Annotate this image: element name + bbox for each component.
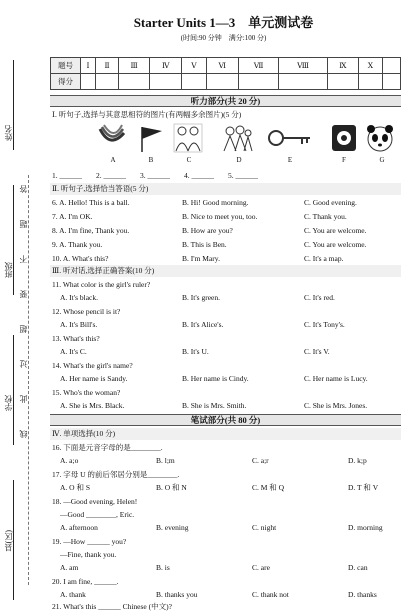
answer-blanks-row bbox=[52, 170, 401, 181]
option-a: A. afternoon bbox=[60, 523, 98, 532]
option-b: B. How are you? bbox=[182, 226, 233, 235]
option-a: 9. A. Thank you. bbox=[52, 240, 103, 249]
option-c: C. M 和 Q bbox=[252, 483, 285, 492]
option-c: C. It's V. bbox=[304, 347, 330, 356]
question-stem: 17. 字母 U 的前后邻居分别是________. bbox=[52, 470, 180, 479]
option-b: B. I'm Mary. bbox=[182, 254, 220, 263]
question-stem: 20. I am fine, ______. bbox=[52, 577, 119, 586]
option-c: C. thank not bbox=[252, 590, 289, 599]
answer-blank[interactable]: 4. ______ bbox=[184, 171, 214, 180]
col-header: Ⅰ bbox=[81, 58, 96, 74]
answer-blank[interactable]: 2. ______ bbox=[96, 171, 126, 180]
question-options bbox=[52, 319, 401, 330]
question-stem: 19. —How ______ you? bbox=[52, 537, 127, 546]
answer-blank[interactable]: 1. ______ bbox=[52, 171, 82, 180]
option-a: A. It's C. bbox=[60, 347, 87, 356]
option-b: B. thanks you bbox=[156, 590, 198, 599]
option-a: A. Her name is Sandy. bbox=[60, 374, 128, 383]
question-options bbox=[52, 346, 401, 357]
picture-label: C bbox=[186, 156, 192, 164]
family-picture bbox=[222, 123, 254, 153]
col-header: Ⅵ bbox=[206, 58, 238, 74]
option-b: B. Her name is Cindy. bbox=[182, 374, 249, 383]
name-label: 姓名 bbox=[4, 125, 13, 141]
binding-margin bbox=[0, 0, 44, 608]
score-cell[interactable] bbox=[182, 74, 206, 90]
question-options bbox=[52, 292, 401, 303]
people-picture bbox=[172, 123, 204, 153]
option-c: C. It's a map. bbox=[304, 254, 344, 263]
seal-char: 过 bbox=[19, 360, 28, 368]
question-options bbox=[52, 482, 401, 493]
compass-picture bbox=[328, 123, 360, 153]
score-cell[interactable] bbox=[81, 74, 96, 90]
page-subtitle: (时间:90 分钟 满分:100 分) bbox=[180, 34, 267, 42]
class-label: 班级 bbox=[4, 262, 13, 278]
option-c: C. Her name is Lucy. bbox=[304, 374, 368, 383]
score-cell[interactable] bbox=[119, 74, 150, 90]
option-c: C. are bbox=[252, 563, 270, 572]
option-b: B. is bbox=[156, 563, 170, 572]
option-c: C. You are welcome. bbox=[304, 226, 367, 235]
question-options bbox=[52, 589, 401, 600]
section-4-heading: Ⅳ. 单项选择(10 分) bbox=[50, 428, 401, 440]
score-cell[interactable] bbox=[358, 74, 382, 90]
row-label: 题号 bbox=[51, 58, 81, 74]
section-3-heading: Ⅲ. 听对话,选择正确答案(10 分) bbox=[50, 265, 401, 277]
option-d: D. k;p bbox=[348, 456, 367, 465]
score-cell[interactable] bbox=[206, 74, 238, 90]
seal-char: 要 bbox=[19, 290, 28, 298]
option-c: C. It's Tony's. bbox=[304, 320, 345, 329]
question-stem: 14. What's the girl's name? bbox=[52, 361, 133, 370]
question-row bbox=[52, 253, 401, 264]
listening-header: 听力部分(共 20 分) bbox=[50, 95, 401, 107]
col-header: Ⅹ bbox=[358, 58, 382, 74]
score-cell[interactable] bbox=[327, 74, 358, 90]
seal-char: 答 bbox=[19, 185, 28, 193]
bananas-picture bbox=[96, 123, 128, 153]
option-a: 8. A. I'm fine, Thank you. bbox=[52, 226, 130, 235]
section-1-heading: Ⅰ. 听句子,选择与其意思相符的图片(有两幅多余图片)(5 分) bbox=[52, 110, 242, 119]
section-2-heading: Ⅱ. 听句子,选择恰当答语(5 分) bbox=[50, 183, 401, 195]
option-a: A. O 和 S bbox=[60, 483, 91, 492]
option-b: B. l;m bbox=[156, 456, 175, 465]
col-header: Ⅴ bbox=[182, 58, 206, 74]
col-header: Ⅲ bbox=[119, 58, 150, 74]
option-c: C. Good evening. bbox=[304, 198, 357, 207]
option-b: B. It's green. bbox=[182, 293, 221, 302]
col-header: Ⅷ bbox=[279, 58, 327, 74]
row-label: 得分 bbox=[51, 74, 81, 90]
question-options bbox=[52, 373, 401, 384]
col-header: Ⅶ bbox=[238, 58, 278, 74]
seal-char: 题 bbox=[19, 220, 28, 228]
question-options bbox=[52, 522, 401, 533]
seal-char: 线 bbox=[19, 430, 28, 438]
option-b: B. It's Alice's. bbox=[182, 320, 224, 329]
score-cell[interactable] bbox=[96, 74, 119, 90]
option-a: A. thank bbox=[60, 590, 86, 599]
question-options bbox=[52, 455, 401, 466]
option-b: B. Nice to meet you, too. bbox=[182, 212, 258, 221]
option-a: A. am bbox=[60, 563, 79, 572]
option-d: D. thanks bbox=[348, 590, 377, 599]
writing-header: 笔试部分(共 80 分) bbox=[50, 414, 401, 426]
option-a: A. She is Mrs. Black. bbox=[60, 401, 125, 410]
option-a: A. It's black. bbox=[60, 293, 99, 302]
col-header: Ⅳ bbox=[150, 58, 182, 74]
school-label: 学校 bbox=[4, 395, 13, 411]
score-table bbox=[50, 57, 401, 90]
option-c: C. She is Mrs. Jones. bbox=[304, 401, 368, 410]
col-header: Ⅱ bbox=[96, 58, 119, 74]
option-c: C. a;r bbox=[252, 456, 269, 465]
option-c: C. It's red. bbox=[304, 293, 335, 302]
option-c: C. You are welcome. bbox=[304, 240, 367, 249]
option-a: A. a;o bbox=[60, 456, 79, 465]
option-b: B. evening bbox=[156, 523, 189, 532]
flag-picture bbox=[134, 123, 166, 153]
question-row bbox=[52, 239, 401, 250]
county-label: 县(区) bbox=[4, 530, 13, 552]
class-line bbox=[13, 185, 14, 295]
question-stem: 21. What's this ______ Chinese (中文)? bbox=[52, 602, 172, 611]
option-d: D. morning bbox=[348, 523, 383, 532]
school-line bbox=[13, 335, 14, 445]
picture-label: D bbox=[236, 156, 242, 164]
option-b: B. She is Mrs. Smith. bbox=[182, 401, 247, 410]
option-b: B. Hi! Good morning. bbox=[182, 198, 249, 207]
option-a: 6. A. Hello! This is a ball. bbox=[52, 198, 130, 207]
option-b: B. O 和 N bbox=[156, 483, 187, 492]
question-stem: 16. 下面是元音字母的是________. bbox=[52, 443, 163, 452]
picture-label: B bbox=[148, 156, 154, 164]
option-c: C. night bbox=[252, 523, 277, 532]
question-stem: 18. —Good evening, Helen! bbox=[52, 497, 138, 506]
option-b: B. This is Ben. bbox=[182, 240, 227, 249]
question-options bbox=[52, 562, 401, 573]
score-cell[interactable] bbox=[279, 74, 327, 90]
question-stem: 11. What color is the girl's ruler? bbox=[52, 280, 151, 289]
picture-label: F bbox=[342, 156, 346, 164]
question-stem: 15. Who's the woman? bbox=[52, 388, 121, 397]
picture-label: A bbox=[110, 156, 116, 164]
question-stem-line2: —Good ________, Eric. bbox=[60, 510, 135, 519]
option-c: C. Thank you. bbox=[304, 212, 347, 221]
answer-blank[interactable]: 3. ______ bbox=[140, 171, 170, 180]
page-title: Starter Units 1—3 单元测试卷 bbox=[133, 15, 314, 30]
score-cell[interactable] bbox=[150, 74, 182, 90]
question-options bbox=[52, 400, 401, 411]
col-extra bbox=[383, 58, 401, 74]
option-b: B. It's U. bbox=[182, 347, 209, 356]
seal-char: 不 bbox=[19, 255, 28, 263]
option-d: D. T 和 V bbox=[348, 483, 379, 492]
question-stem: 13. What's this? bbox=[52, 334, 100, 343]
key-picture bbox=[266, 123, 314, 153]
question-row bbox=[52, 211, 401, 222]
option-a: 7. A. I'm OK. bbox=[52, 212, 93, 221]
question-stem-line2: —Fine, thank you. bbox=[60, 550, 117, 559]
option-a: A. It's Bill's. bbox=[60, 320, 98, 329]
picture-label: G bbox=[379, 156, 385, 164]
question-stem: 12. Whose pencil is it? bbox=[52, 307, 121, 316]
col-header: Ⅸ bbox=[327, 58, 358, 74]
picture-label: E bbox=[287, 156, 293, 164]
seal-char: 此 bbox=[19, 395, 28, 403]
option-a: 10. A. What's this? bbox=[52, 254, 109, 263]
score-cell[interactable] bbox=[238, 74, 278, 90]
question-row bbox=[52, 197, 401, 208]
seal-char: 超 bbox=[19, 325, 28, 333]
panda-picture bbox=[364, 123, 396, 153]
option-d: D. can bbox=[348, 563, 368, 572]
score-cell[interactable] bbox=[383, 74, 401, 90]
seal-line bbox=[28, 175, 29, 585]
question-row bbox=[52, 225, 401, 236]
answer-blank[interactable]: 5. ______ bbox=[228, 171, 258, 180]
